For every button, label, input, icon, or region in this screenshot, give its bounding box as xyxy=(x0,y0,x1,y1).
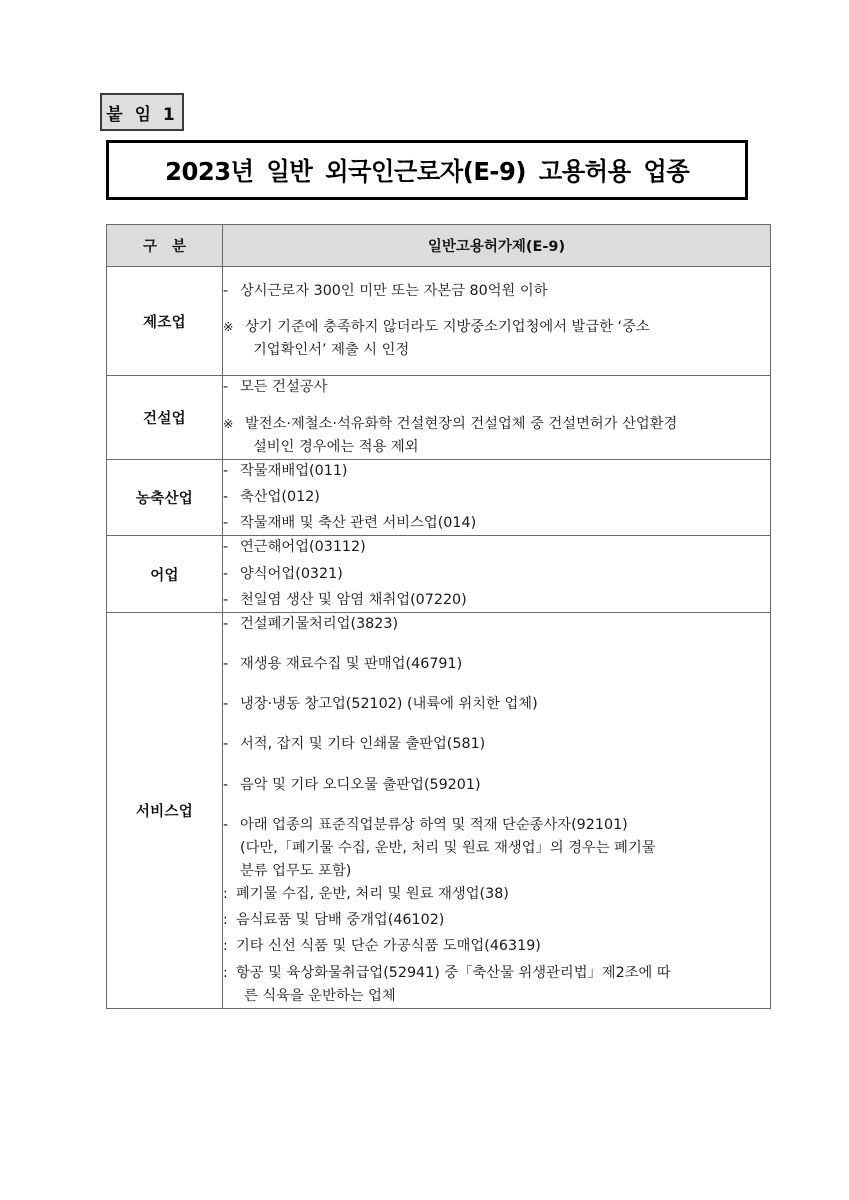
sub-list-item xyxy=(223,909,770,932)
note-marker-icon: ※ xyxy=(223,415,234,431)
row-content-construction xyxy=(223,376,771,459)
dash-marker: - xyxy=(223,539,229,556)
dash-marker: - xyxy=(223,379,229,396)
dash-marker: - xyxy=(223,462,229,479)
list-item-text: 재생용 재료수집 및 판매업(46791) xyxy=(240,656,463,673)
list-item-text: 상시근로자 300인 미만 또는 자본금 80억원 이하 xyxy=(240,283,548,299)
row-content-service xyxy=(223,612,771,1008)
dash-marker: - xyxy=(223,515,229,532)
dash-marker: - xyxy=(223,776,229,793)
sub-list-item xyxy=(223,935,770,958)
dash-marker: - xyxy=(223,696,229,713)
list-item xyxy=(223,814,770,883)
list-item xyxy=(223,653,770,676)
list-item xyxy=(223,693,770,716)
row-content-agriculture xyxy=(223,459,771,535)
list-item xyxy=(223,563,770,586)
column-header-system: 일반고용허가제(E-9) xyxy=(223,225,771,267)
row-category-service: 서비스업 xyxy=(107,612,223,1008)
attachment-tag xyxy=(100,93,184,131)
dash-marker: - xyxy=(223,283,229,299)
row-category-agriculture: 농축산업 xyxy=(107,459,223,535)
column-header-category: 구 분 xyxy=(107,225,223,267)
table-row xyxy=(107,376,771,459)
sub-list-item-text: 기타 신선 식품 및 단순 가공식품 도매업(46319) xyxy=(236,938,541,955)
list-item-note xyxy=(223,316,770,362)
employment-permit-table xyxy=(106,224,771,1009)
note-marker-icon: ※ xyxy=(223,319,234,335)
list-item xyxy=(223,589,770,612)
table-header-row xyxy=(107,225,771,267)
sub-list-item-text: 폐기물 수집, 운반, 처리 및 원료 재생업(38) xyxy=(236,886,509,903)
dash-marker: - xyxy=(223,615,229,632)
list-item xyxy=(223,512,770,535)
list-item-text-cont2: 분류 업무도 포함) xyxy=(240,862,352,879)
dash-marker: - xyxy=(223,565,229,582)
table-row xyxy=(107,536,771,612)
list-item-text: 아래 업종의 표준직업분류상 하역 및 적재 단순종사자(92101) xyxy=(240,816,628,833)
list-item-note xyxy=(223,413,770,459)
list-item-text: 상기 기준에 충족하지 않더라도 지방중소기업청에서 발급한 ‘중소 xyxy=(245,319,650,336)
list-item-text-cont: 설비인 경우에는 적용 제외 xyxy=(253,438,419,455)
table-body xyxy=(107,267,771,1009)
list-item xyxy=(223,376,770,399)
colon-marker: : xyxy=(223,964,228,981)
table-row xyxy=(107,267,771,376)
sub-list-item-text: 항공 및 육상화물취급업(52941) 중「축산물 위생관리법」제2조에 따 xyxy=(236,964,671,981)
list-item-text: 연근해어업(03112) xyxy=(240,539,366,556)
list-item-text: 건설폐기물처리업(3823) xyxy=(240,615,399,632)
table-header xyxy=(107,225,771,267)
attachment-tag-label: 붙 임 1 xyxy=(106,104,178,125)
list-item-text: 서적, 잡지 및 기타 인쇄물 출판업(581) xyxy=(240,736,486,753)
list-item-text: 작물재배 및 축산 관련 서비스업(014) xyxy=(240,515,477,532)
colon-marker: : xyxy=(223,886,228,903)
sub-list-item xyxy=(223,883,770,906)
row-category-construction: 건설업 xyxy=(107,376,223,459)
list-item xyxy=(223,613,770,636)
dash-marker: - xyxy=(223,591,229,608)
list-item xyxy=(223,774,770,797)
dash-marker: - xyxy=(223,656,229,673)
colon-marker: : xyxy=(223,912,228,929)
list-item xyxy=(223,460,770,483)
page-title: 2023년 일반 외국인근로자(E-9) 고용허용 업종 xyxy=(164,157,690,186)
list-item-text: 양식어업(0321) xyxy=(240,565,343,582)
list-item-text: 음악 및 기타 오디오물 출판업(59201) xyxy=(240,776,481,793)
row-category-manufacturing: 제조업 xyxy=(107,267,223,376)
list-item xyxy=(223,733,770,756)
list-item-text: 작물재배업(011) xyxy=(240,462,348,479)
list-item-text: 모든 건설공사 xyxy=(240,379,328,396)
document-title-banner xyxy=(106,140,748,200)
table-row xyxy=(107,459,771,535)
table-row xyxy=(107,612,771,1008)
list-item-text: 천일염 생산 및 암염 채취업(07220) xyxy=(240,591,467,608)
colon-marker: : xyxy=(223,938,228,955)
list-item-text-cont: 기업확인서’ 제출 시 인정 xyxy=(253,342,410,359)
row-category-fishery: 어업 xyxy=(107,536,223,612)
list-item-text: 발전소·제철소·석유화학 건설현장의 건설업체 중 건설면허가 산업환경 xyxy=(245,415,678,432)
list-item-text-cont: (다만,「폐기물 수집, 운반, 처리 및 원료 재생업」의 경우는 폐기물 xyxy=(240,839,656,856)
sub-list-item-text: 음식료품 및 담배 중개업(46102) xyxy=(236,912,445,929)
sub-list-item xyxy=(223,962,770,1008)
list-item xyxy=(223,486,770,509)
sub-list xyxy=(223,883,770,1008)
dash-marker: - xyxy=(223,489,229,506)
list-item-text: 축산업(012) xyxy=(240,489,320,506)
list-item xyxy=(223,280,770,303)
row-content-manufacturing xyxy=(223,267,771,376)
row-content-fishery xyxy=(223,536,771,612)
list-item xyxy=(223,536,770,559)
list-item-text: 냉장·냉동 창고업(52102) (내륙에 위치한 업체) xyxy=(240,696,538,713)
dash-marker: - xyxy=(223,816,229,833)
sub-list-item-text-cont: 른 식육을 운반하는 업체 xyxy=(244,987,396,1004)
dash-marker: - xyxy=(223,736,229,753)
